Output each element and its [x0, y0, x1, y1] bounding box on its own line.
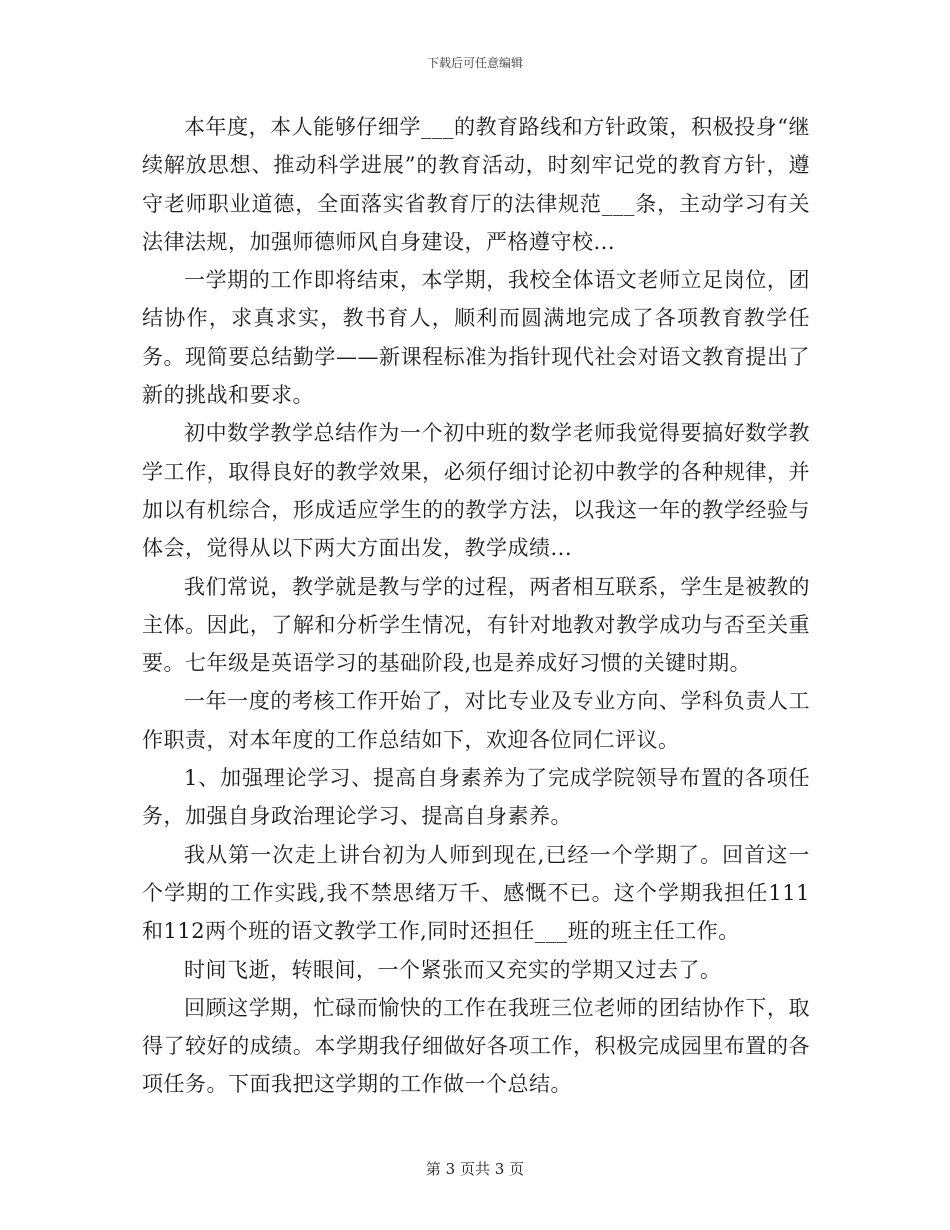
paragraph-7: 我从第一次走上讲台初为人师到现在,已经一个学期了。回首这一个学期的工作实践,我不禁思绪万千、感慨不已。这个学期我担任111和112两个班的语文教学工作,同时还担任___班的班主任工作。 — [142, 842, 810, 944]
paragraph-5: 一年一度的考核工作开始了，对比专业及专业方向、学科负责人工作职责，对本年度的工作总结如下，欢迎各位同仁评议。 — [142, 689, 810, 752]
paragraph-9: 回顾这学期，忙碌而愉快的工作在我班三位老师的团结协作下，取得了较好的成绩。本学期我仔细做好各项工作，积极完成园里布置的各项任务。下面我把这学期的工作做一个总结。 — [142, 995, 810, 1097]
paragraph-8: 时间飞逝，转眼间，一个紧张而又充实的学期又过去了。 — [184, 957, 722, 982]
page-footer: 第 3 页共 3 页 — [425, 1160, 525, 1178]
paragraph-1: 本年度，本人能够仔细学___的教育路线和方针政策，积极投身“继续解放思想、推动科学进展”的教育活动，时刻牢记党的教育方针，遵守老师职业道德，全面落实省教育厅的法律规范___条，主动学习有关法律法规，加强师德师风自身建设，严格遵守校... — [142, 115, 810, 254]
page-header: 下载后可任意编辑 — [426, 56, 523, 70]
paragraph-2: 一学期的工作即将结束，本学期，我校全体语文老师立足岗位，团结协作，求真求实，教书育人，顺利而圆满地完成了各项教育教学任务。现简要总结勤学——新课程标准为指针现代社会对语文教育提出了新的挑战和要求。 — [142, 268, 810, 408]
paragraph-6: 1、加强理论学习、提高自身素养为了完成学院领导布置的各项任务，加强自身政治理论学习、提高自身素养。 — [142, 766, 810, 829]
paragraph-3: 初中数学教学总结作为一个初中班的数学老师我觉得要搞好数学教学工作，取得良好的教学效果，必须仔细讨论初中教学的各种规律，并加以有机综合，形成适应学生的的教学方法，以我这一年的教学经验与体会，觉得从以下两大方面出发，教学成绩... — [142, 421, 810, 561]
document-body — [142, 108, 810, 1104]
paragraph-4: 我们常说，教学就是教与学的过程，两者相互联系，学生是被教的主体。因此，了解和分析学生情况，有针对地教对教学成功与否至关重要。七年级是英语学习的基础阶段,也是养成好习惯的关键时期。 — [142, 574, 810, 676]
